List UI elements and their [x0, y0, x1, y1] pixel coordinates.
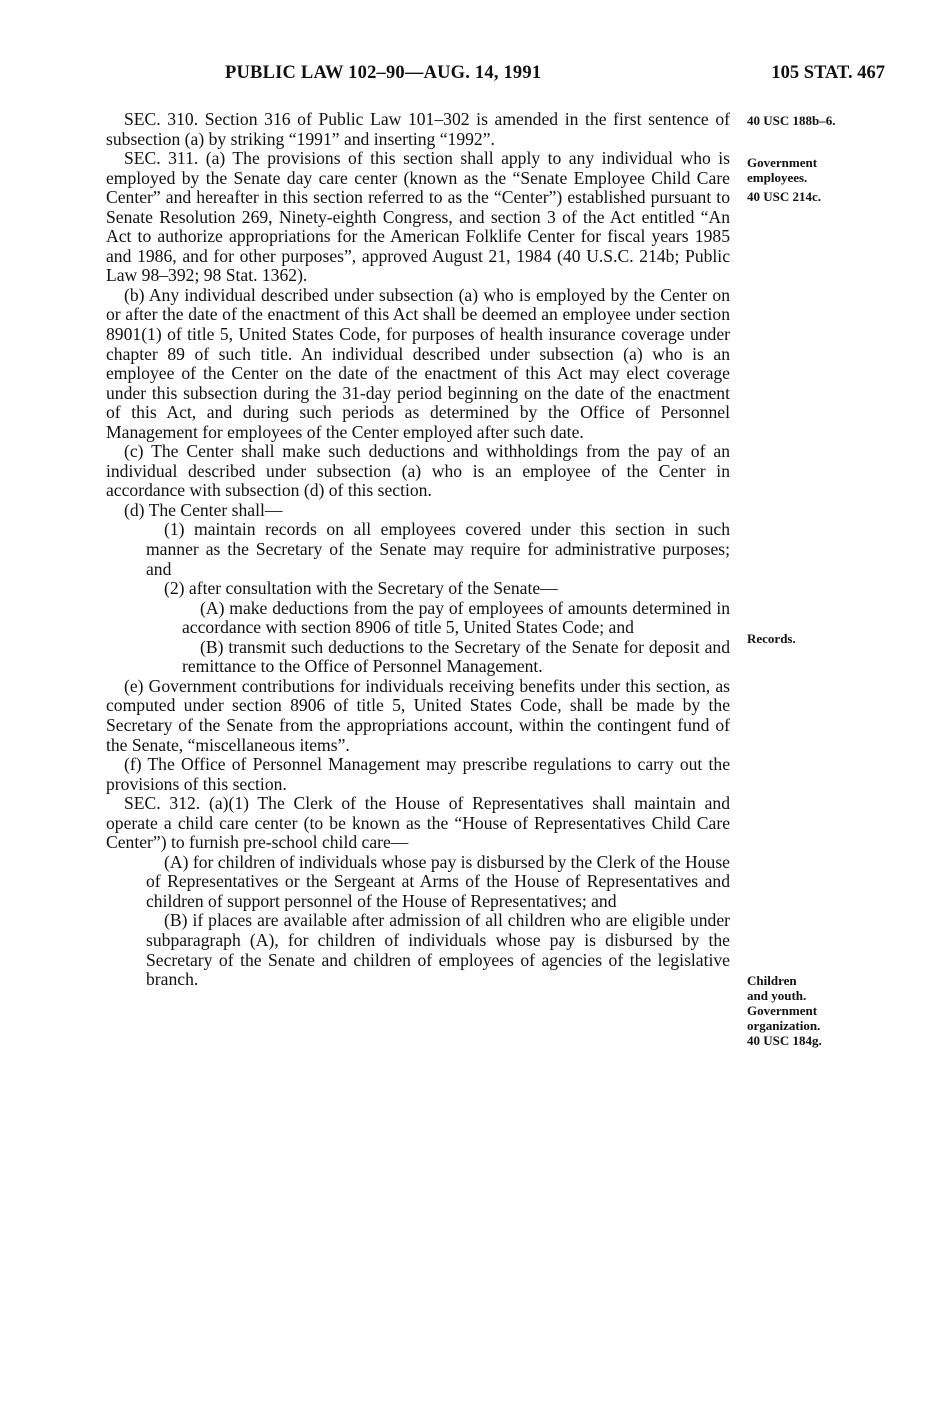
- sec-310-paragraph: SEC. 310. Section 316 of Public Law 101–302 is amended in the first sentence of subsection (a) by striking “1991” and inserting “1992”.: [106, 109, 730, 149]
- margin-note-line: Children: [747, 973, 797, 988]
- margin-note-line: 40 USC 188b–6.: [747, 113, 836, 128]
- sec-312-a-1-paragraph: SEC. 312. (a)(1) The Clerk of the House of Representatives shall maintain and operate a child care center (to be known as the “House of Representatives Child Care Center”) to furnish pre-school child care—: [106, 793, 730, 853]
- margin-note-sec-312: [747, 973, 857, 1048]
- margin-note-line: organization.: [747, 1018, 821, 1033]
- sec-311-d-2-b-item: (B) transmit such deductions to the Secretary of the Senate for deposit and remittance to the Office of Personnel Management.: [182, 636, 730, 677]
- law-body-text: [106, 110, 730, 990]
- margin-note-line: Records.: [747, 631, 796, 646]
- statute-page-reference: 105 STAT. 467: [771, 63, 885, 83]
- margin-note-line: employees.: [747, 170, 808, 185]
- margin-note-sec-311: [747, 155, 857, 204]
- margin-note-line: Government: [747, 155, 818, 170]
- sec-311-c-paragraph: (c) The Center shall make such deductions and withholdings from the pay of an individual described under subsection (a) who is an employee of the Center in accordance with subsection (d) of this section.: [106, 441, 730, 501]
- margin-note-line: 40 USC 184g.: [747, 1033, 822, 1048]
- sec-311-b-paragraph: (b) Any individual described under subsection (a) who is employed by the Center on or after the date of the enactment of this Act shall be deemed an employee under section 8901(1) of title 5, United States Code, for purposes of health insurance coverage under chapter 89 of such title. An individual described under subsection (a) who is an employee of the Center on the date of the enactment of this Act may elect coverage under this subsection during the 31-day period beginning on the date of the enactment of this Act, and during such periods as determined by the Office of Personnel Management for employees of the Center employed after such date.: [106, 284, 730, 442]
- margin-note-line: Government: [747, 1003, 818, 1018]
- sec-311-a-paragraph: SEC. 311. (a) The provisions of this section shall apply to any individual who is employed by the Senate day care center (known as the “Senate Employee Child Care Center” and hereafter in this section referred to as the “Center”) established pursuant to Senate Resolution 269, Ninety-eighth Congress, and section 3 of the Act entitled “An Act to authorize appropriations for the American Folklife Center for fiscal years 1985 and 1986, and for other purposes”, approved August 21, 1984 (40 U.S.C. 214b; Public Law 98–392; 98 Stat. 1362).: [106, 148, 730, 286]
- sec-311-e-paragraph: (e) Government contributions for individuals receiving benefits under this section, as computed under section 8906 of title 5, United States Code, shall be made by the Secretary of the Senate from the appropriations account, within the contingent fund of the Senate, “miscellaneous items”.: [106, 675, 730, 755]
- margin-note-records: [747, 631, 857, 646]
- sec-311-d-2-item: (2) after consultation with the Secretary of the Senate—: [164, 578, 558, 599]
- margin-note-line: 40 USC 214c.: [747, 189, 822, 204]
- page-header: [225, 63, 885, 89]
- sec-311-d-1-item: (1) maintain records on all employees covered under this section in such manner as the Secretary of the Senate may require for administrative purposes; and: [146, 519, 730, 579]
- sec-311-f-paragraph: (f) The Office of Personnel Management may prescribe regulations to carry out the provisions of this section.: [106, 754, 730, 794]
- running-head: PUBLIC LAW 102–90—AUG. 14, 1991: [225, 63, 542, 83]
- margin-note-sec-310: [747, 113, 857, 128]
- margin-note-line: and youth.: [747, 988, 807, 1003]
- sec-312-a-1-a-item: (A) for children of individuals whose pay is disbursed by the Clerk of the House of Representatives or the Sergeant at Arms of the House of Representatives and children of support personnel of the House of Representatives; and: [146, 851, 730, 911]
- sec-311-d-2-a-item: (A) make deductions from the pay of employees of amounts determined in accordance with section 8906 of title 5, United States Code; and: [182, 597, 730, 638]
- sec-311-d-intro: (d) The Center shall—: [124, 499, 283, 520]
- sec-312-a-1-b-item: (B) if places are available after admission of all children who are eligible under subparagraph (A), for children of individuals whose pay is disbursed by the Secretary of the Senate and children of employees of agencies of the legislative branch.: [146, 910, 730, 990]
